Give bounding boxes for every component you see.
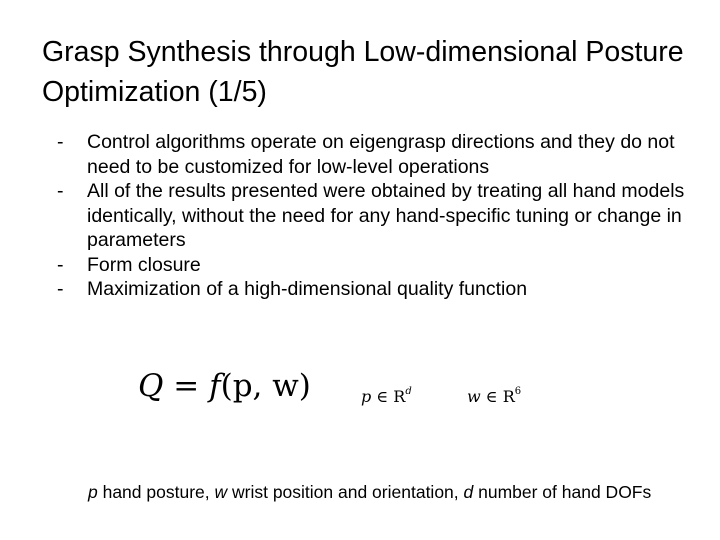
definition-d-symbol: d <box>463 482 474 502</box>
formula-element-of: ∈ <box>480 387 503 406</box>
variable-definitions <box>62 476 702 509</box>
posture-domain-formula <box>361 382 412 407</box>
slide-title: Grasp Synthesis through Low-dimensional Posture Optimization (1/5) <box>42 36 684 108</box>
formula-element-of: ∈ <box>371 387 394 406</box>
formula-d-exponent: d <box>405 386 412 397</box>
formula-q-symbol: Q <box>138 368 164 404</box>
formula-arguments: (p, w) <box>220 368 311 404</box>
bullet-text: Form closure <box>87 253 201 276</box>
bullet-item <box>57 179 697 253</box>
bullet-item <box>57 253 697 278</box>
bullet-list <box>57 130 697 302</box>
bullet-text: Maximization of a high-dimensional quality function <box>87 278 528 300</box>
definition-p-text: hand posture, <box>97 482 215 502</box>
bullet-marker: - <box>57 253 64 276</box>
bullet-marker: - <box>57 180 64 202</box>
bullet-text: All of the results presented were obtained by treating all hand models identically, without the need for any hand-specific tuning or change in parameters <box>87 180 685 251</box>
bullet-marker: - <box>57 278 64 300</box>
formula-six-exponent: 6 <box>514 386 522 397</box>
bullet-item <box>57 277 697 302</box>
formula-real-space: R <box>502 387 515 406</box>
formula-real-space: R <box>393 387 406 406</box>
bullet-marker: - <box>57 131 64 153</box>
definition-d-text: number of hand DOFs <box>473 482 652 502</box>
wrist-domain-formula <box>467 382 521 407</box>
quality-function-formula <box>138 368 311 404</box>
bullet-item <box>57 130 697 179</box>
definition-w-text: wrist position and orientation, <box>227 482 464 502</box>
formula-w-symbol: w <box>467 387 481 406</box>
formula-p-symbol: p <box>361 387 372 406</box>
definition-p-symbol: p <box>88 482 98 502</box>
formula-equals: = <box>163 368 210 404</box>
definition-w-symbol: w <box>214 482 228 502</box>
formula-f-symbol: f <box>209 368 221 404</box>
bullet-text: Control algorithms operate on eigengrasp directions and they do not need to be customized for low-level operations <box>87 131 675 178</box>
